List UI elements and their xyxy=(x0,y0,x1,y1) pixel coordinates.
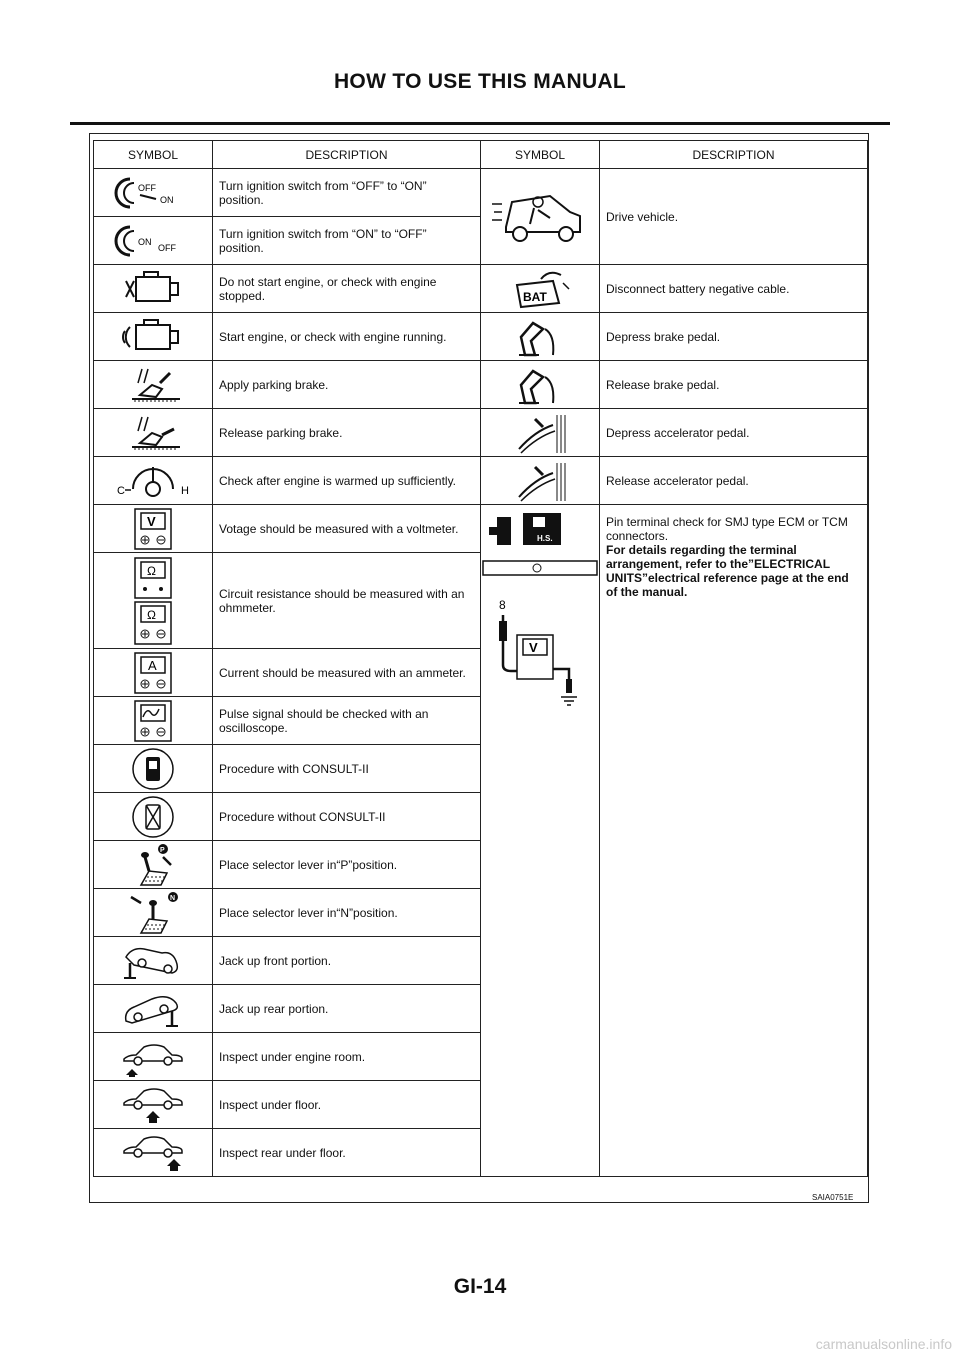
figure-id: SAIA0751E xyxy=(812,1193,854,1202)
description-cell: Drive vehicle. xyxy=(600,169,868,265)
description-cell: Circuit resistance should be measured with an ohmmeter. xyxy=(213,553,481,649)
description-cell: Place selector lever in“P”position. xyxy=(213,841,481,889)
selector-lever-n-icon xyxy=(94,889,213,937)
title-rule xyxy=(70,122,890,125)
svg-text:N: N xyxy=(170,894,176,902)
description-cell: Place selector lever in“N”position. xyxy=(213,889,481,937)
drive-vehicle-icon xyxy=(481,169,600,265)
table-row xyxy=(94,313,868,361)
watermark: carmanualsonline.info xyxy=(815,1336,952,1352)
depress-accelerator-icon xyxy=(481,409,600,457)
jack-up-rear-icon xyxy=(94,985,213,1033)
description-cell: Turn ignition switch from “OFF” to “ON” position. xyxy=(213,169,481,217)
svg-text:H.S.: H.S. xyxy=(537,534,553,543)
header-description-left: DESCRIPTION xyxy=(213,141,481,169)
table-row xyxy=(94,265,868,313)
description-cell: Check after engine is warmed up sufficiently. xyxy=(213,457,481,505)
description-cell: Apply parking brake. xyxy=(213,361,481,409)
smj-description-text: Pin terminal check for SMJ type ECM or TCM connectors. xyxy=(606,515,848,543)
table-header-row xyxy=(94,141,868,169)
description-cell: Release brake pedal. xyxy=(600,361,868,409)
description-cell: Jack up front portion. xyxy=(213,937,481,985)
description-cell: Release accelerator pedal. xyxy=(600,457,868,505)
svg-text:H: H xyxy=(181,484,189,497)
smj-pin-check-description xyxy=(600,505,868,1177)
voltmeter-icon xyxy=(94,505,213,553)
consult-ii-icon xyxy=(94,745,213,793)
svg-text:A: A xyxy=(148,657,157,673)
description-cell: Jack up rear portion. xyxy=(213,985,481,1033)
page-title: HOW TO USE THIS MANUAL xyxy=(333,70,627,93)
smj-pin-check-icon xyxy=(481,505,600,1177)
svg-text:ON: ON xyxy=(138,236,152,247)
svg-text:ON: ON xyxy=(160,194,174,205)
inspect-rear-floor-icon xyxy=(94,1129,213,1177)
battery-negative-icon xyxy=(481,265,600,313)
jack-up-front-icon xyxy=(94,937,213,985)
description-cell: Depress accelerator pedal. xyxy=(600,409,868,457)
svg-text:Ω: Ω xyxy=(147,563,156,578)
svg-text:OFF: OFF xyxy=(158,242,176,253)
svg-text:V: V xyxy=(147,513,156,529)
table-row xyxy=(94,409,868,457)
description-cell: Start engine, or check with engine running. xyxy=(213,313,481,361)
table-row xyxy=(94,457,868,505)
header-symbol-left: SYMBOL xyxy=(94,141,213,169)
ohmmeter-icon xyxy=(94,553,213,649)
description-cell: Pulse signal should be checked with an oscilloscope. xyxy=(213,697,481,745)
description-cell: Disconnect battery negative cable. xyxy=(600,265,868,313)
symbol-table xyxy=(93,140,868,1177)
table-row xyxy=(94,505,868,553)
svg-text:P: P xyxy=(160,846,165,854)
svg-text:OFF: OFF xyxy=(138,182,156,193)
ignition-on-to-off-icon xyxy=(94,217,213,265)
oscilloscope-icon xyxy=(94,697,213,745)
engine-running-icon xyxy=(94,313,213,361)
page-number: GI-14 xyxy=(453,1275,507,1298)
release-accelerator-icon xyxy=(481,457,600,505)
description-cell: Turn ignition switch from “ON” to “OFF” position. xyxy=(213,217,481,265)
svg-text:Ω: Ω xyxy=(147,607,156,622)
ammeter-icon xyxy=(94,649,213,697)
release-brake-pedal-icon xyxy=(481,361,600,409)
engine-stopped-icon xyxy=(94,265,213,313)
svg-text:8: 8 xyxy=(499,598,506,612)
smj-reference-note: For details regarding the terminal arrangement, refer to the”ELECTRICAL UNITS”electrical reference page at the end of the manual. xyxy=(606,543,849,599)
selector-lever-p-icon xyxy=(94,841,213,889)
apply-parking-brake-icon xyxy=(94,361,213,409)
description-cell: Inspect rear under floor. xyxy=(213,1129,481,1177)
table-row xyxy=(94,361,868,409)
description-cell: Votage should be measured with a voltmeter. xyxy=(213,505,481,553)
description-cell: Inspect under floor. xyxy=(213,1081,481,1129)
description-cell: Do not start engine, or check with engine stopped. xyxy=(213,265,481,313)
description-cell: Depress brake pedal. xyxy=(600,313,868,361)
table-row xyxy=(94,169,868,217)
temperature-gauge-icon xyxy=(94,457,213,505)
depress-brake-pedal-icon xyxy=(481,313,600,361)
svg-text:C: C xyxy=(117,484,125,497)
description-cell: Procedure without CONSULT-II xyxy=(213,793,481,841)
ignition-off-to-on-icon xyxy=(94,169,213,217)
release-parking-brake-icon xyxy=(94,409,213,457)
description-cell: Current should be measured with an ammeter. xyxy=(213,649,481,697)
svg-text:BAT: BAT xyxy=(523,289,547,304)
header-symbol-right: SYMBOL xyxy=(481,141,600,169)
description-cell: Procedure with CONSULT-II xyxy=(213,745,481,793)
svg-text:V: V xyxy=(529,640,538,655)
inspect-under-floor-icon xyxy=(94,1081,213,1129)
description-cell: Release parking brake. xyxy=(213,409,481,457)
inspect-engine-room-icon xyxy=(94,1033,213,1081)
header-description-right: DESCRIPTION xyxy=(600,141,868,169)
no-consult-ii-icon xyxy=(94,793,213,841)
description-cell: Inspect under engine room. xyxy=(213,1033,481,1081)
